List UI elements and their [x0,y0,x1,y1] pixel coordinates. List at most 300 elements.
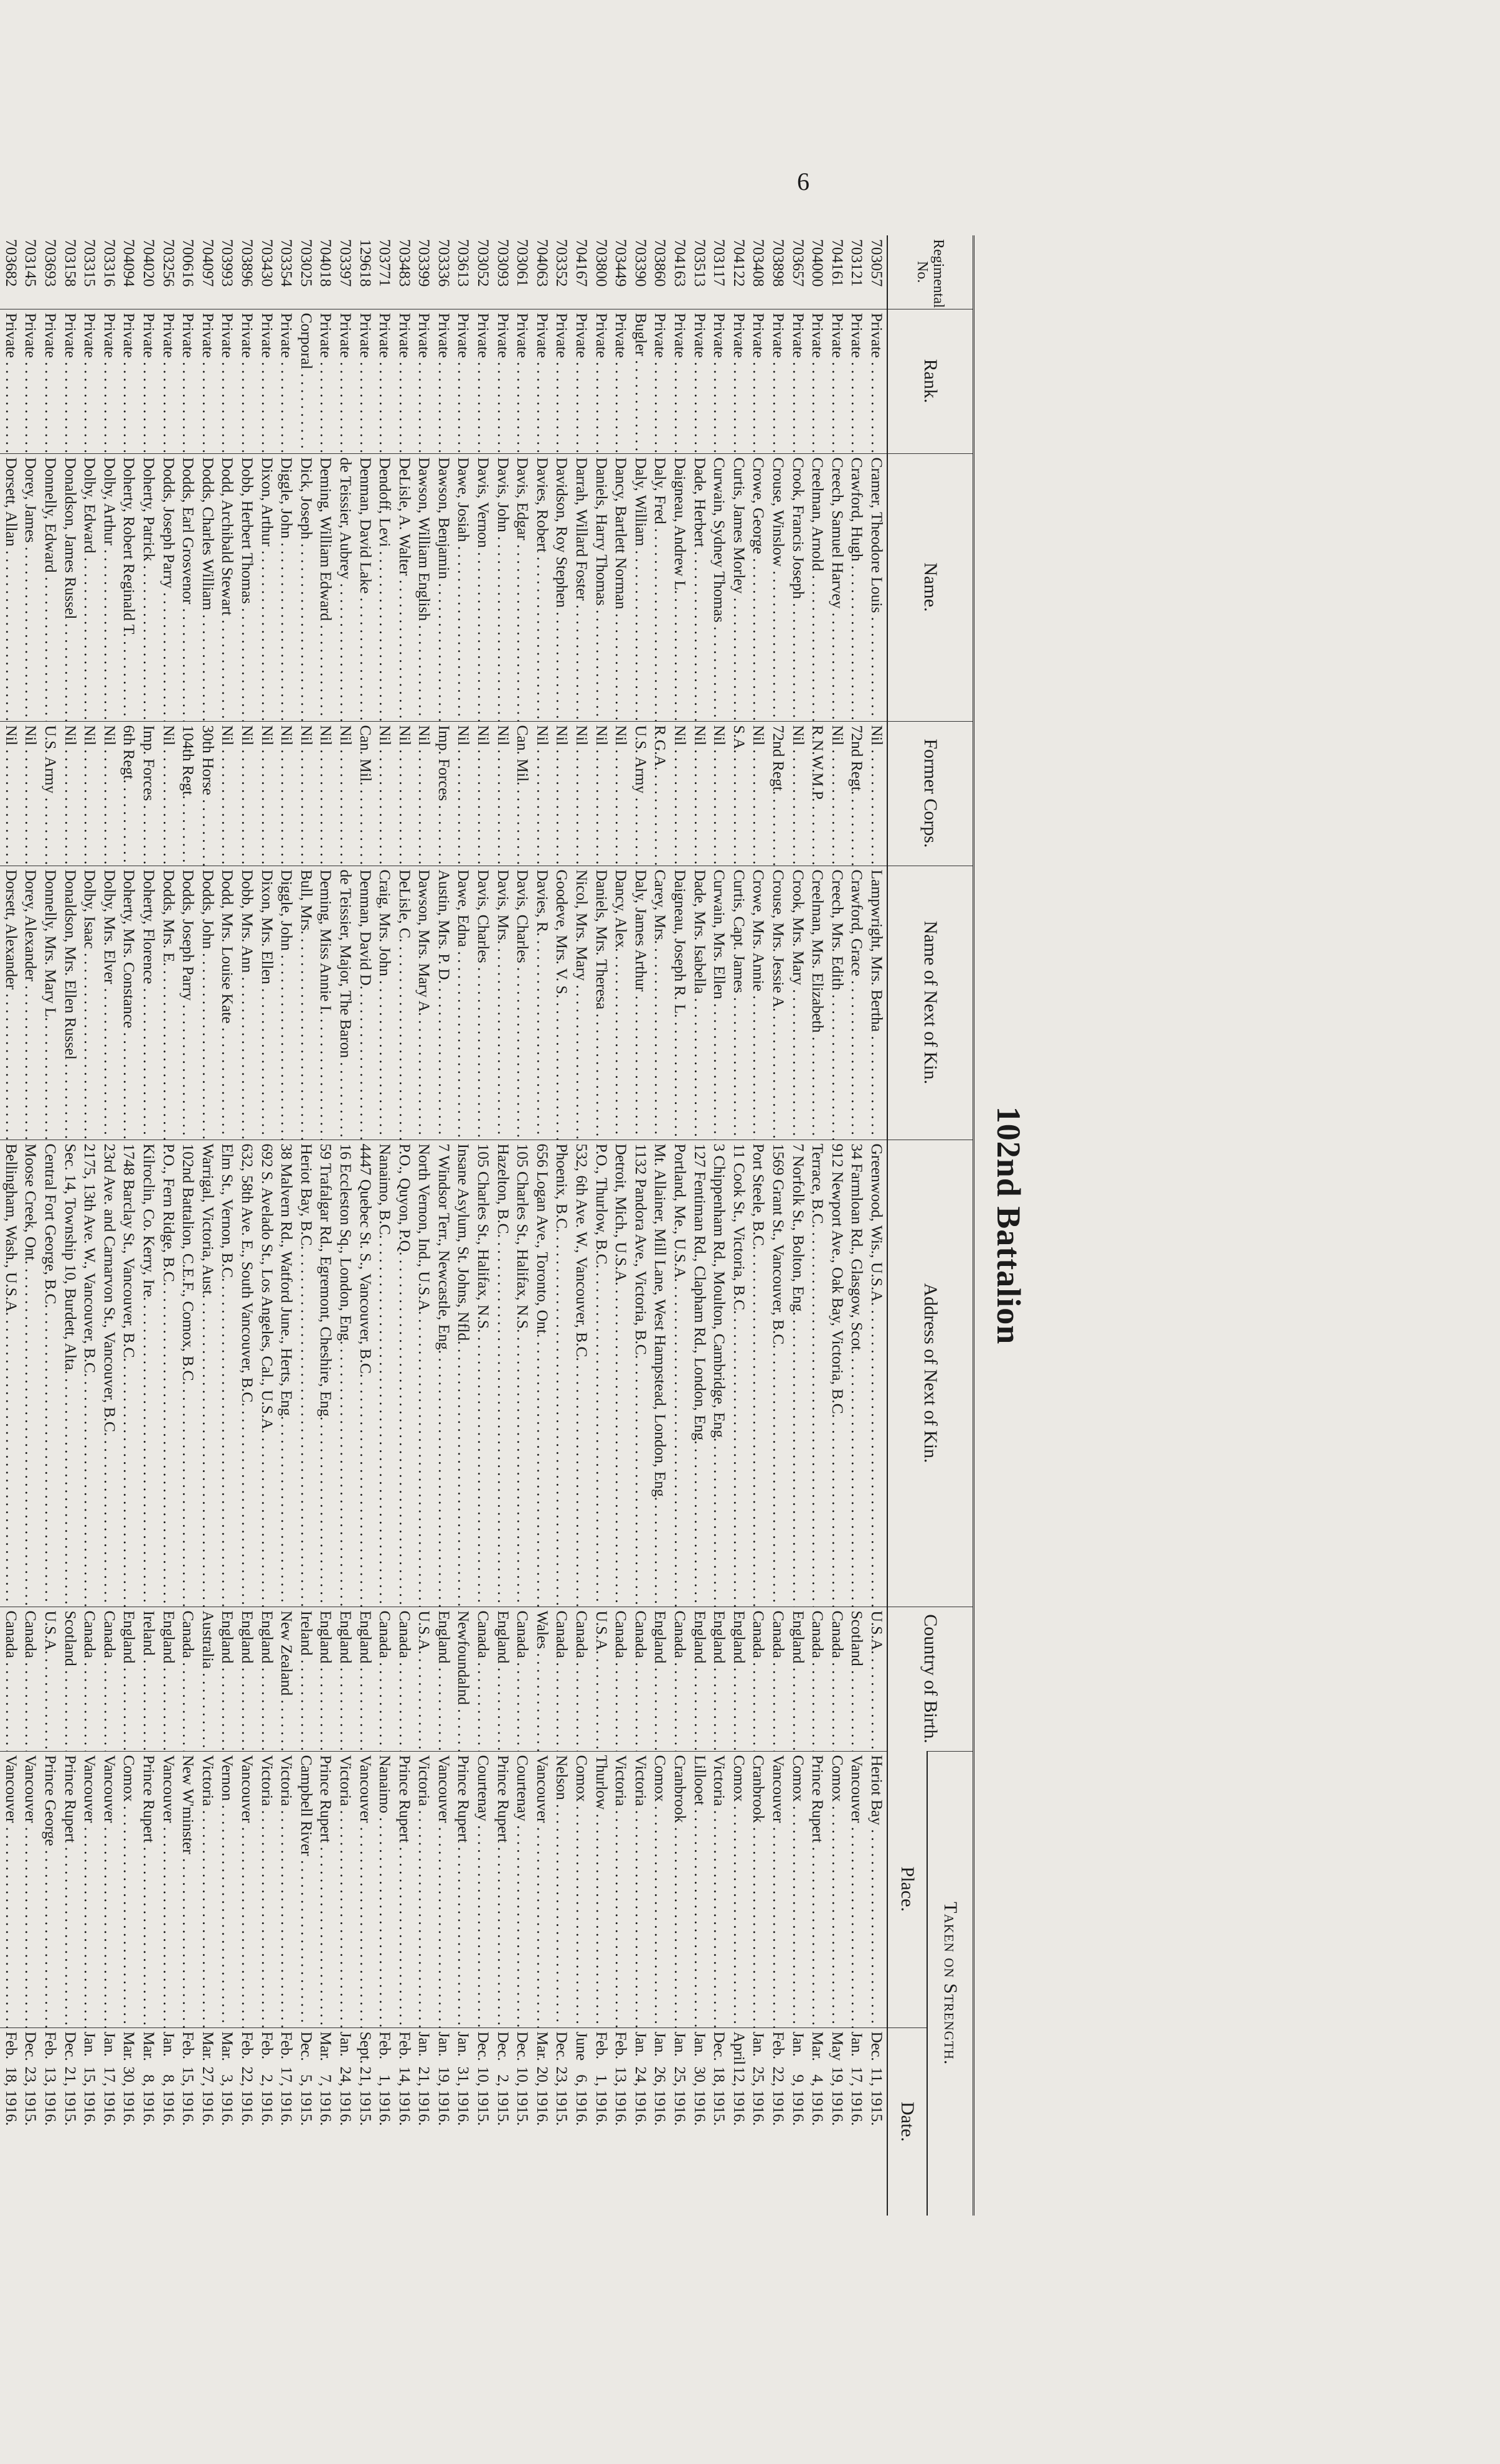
rank-cell: Private . . . [474,309,494,453]
rank-cell: Private . . . [218,309,238,453]
country-cell: Wales . . . [532,1607,552,1751]
regimental-no-cell: 703657 [789,239,808,287]
former-corps-cell: Nil . . . [21,721,41,866]
table-row [532,235,552,2216]
regimental-no-cell: 703771 [376,239,395,287]
rank-cell: Private . . . [198,309,218,453]
next-of-kin-cell: de Teissier, Major, The Baron . . . [336,866,356,1140]
place-cell: Comox . . . [120,1751,139,2027]
date-cell: Dec.18,1915. [710,2027,730,2216]
date-cell: Jan.24,1916. [631,2027,651,2216]
address-cell: Greenwood, Wis., U.S.A. . . . [867,1140,887,1607]
rank-cell: Corporal . . . [296,309,316,453]
place-cell: Comox . . . [572,1751,592,2027]
former-corps-cell: Nil . . . [375,721,395,866]
rank-cell: Private . . . [120,309,139,453]
header-rank: Rank. [887,309,974,453]
place-cell: Vancouver . . . [356,1751,375,2027]
date-cell: Jan.21,1916. [415,2027,435,2216]
former-corps-cell: Nil . . . [80,721,100,866]
next-of-kin-cell: Crawford, Grace . . . [847,866,867,1140]
country-cell: Canada . . . [828,1607,847,1751]
country-cell: Canada . . . [474,1607,494,1751]
table-row [415,235,435,2216]
former-corps-cell: Nil . . . [1,721,21,866]
header-taken-on-strength: Taken on Strength. [927,1751,974,2216]
address-cell: 34 Farmloan Rd., Glasgow, Scot. . . . [847,1140,867,1607]
date-cell: Feb.14,1916. [395,2027,415,2216]
former-corps-cell: S.A. . . . [729,721,749,866]
country-cell: Ireland . . . [139,1607,159,1751]
next-of-kin-cell: Curwain, Mrs. Ellen . . . [710,866,730,1140]
next-of-kin-cell: Dorsett, Alexander . . . [1,866,21,1140]
address-cell: Insane Asylum, St. Johns, Nfld. . . . [454,1140,474,1607]
country-cell: U.S.A. . . . [867,1607,887,1751]
date-cell: Jan.30,1916. [690,2027,710,2216]
place-cell: Prince Rupert . . . [316,1751,336,2027]
country-cell: England . . . [237,1607,257,1751]
place-cell: Cranbrook . . . [670,1751,690,2027]
date-cell: Mar.30,1916. [120,2027,139,2216]
date-cell: Jan.17,1916. [100,2027,120,2216]
table-row [120,235,139,2216]
next-of-kin-cell: Dodd, Mrs. Louise Kate . . . [218,866,238,1140]
place-cell: Vancouver . . . [159,1751,179,2027]
name-cell: Crook, Francis Joseph . . . [788,453,808,721]
address-cell: Central Fort George, B.C. . . . [40,1140,60,1607]
rank-cell: Private . . . [828,309,847,453]
name-cell: DeLisle, A. Walter . . . [395,453,415,721]
next-of-kin-cell: Craig, Mrs. John . . . [375,866,395,1140]
rank-cell: Private . . . [651,309,671,453]
address-cell: 1132 Pandora Ave., Victoria, B.C. . . . [631,1140,651,1607]
next-of-kin-cell: Diggle, John . . . [277,866,297,1140]
date-cell: Mar.20,1916. [532,2027,552,2216]
address-cell: 23rd Ave. and Carnarvon St., Vancouver, B.C. . . . [100,1140,120,1607]
address-cell: Elm St., Vernon, B.C. . . . [218,1140,238,1607]
next-of-kin-cell: Nicol, Mrs. Mary . . . [572,866,592,1140]
country-cell: England . . . [159,1607,179,1751]
former-corps-cell: Nil . . . [552,721,572,866]
rank-cell: Private . . . [80,309,100,453]
name-cell: Dodds, Joseph Parry . . . [159,453,179,721]
next-of-kin-cell: Crouse, Mrs. Jessie A. . . . [768,866,788,1140]
name-cell: Davis, Vernon . . . [474,453,494,721]
address-cell: Moose Creek, Ont. . . . [21,1140,41,1607]
table-row [454,235,474,2216]
address-cell: 3 Chippenham Rd., Moulton, Cambridge, Eng. . . . [710,1140,730,1607]
next-of-kin-cell: Dawson, Mrs. Mary A. . . . [415,866,435,1140]
date-cell: Mar.8,1916. [139,2027,159,2216]
name-cell: Deming, William Edward . . . [316,453,336,721]
table-row [356,235,375,2216]
date-cell: Sept.21,1915. [356,2027,375,2216]
date-cell: Mar.7,1916. [316,2027,336,2216]
next-of-kin-cell: Carey, Mrs. . . . [651,866,671,1140]
next-of-kin-cell: Daigneau, Joseph R. L. . . . [670,866,690,1140]
date-cell: Jan.8,1916. [159,2027,179,2216]
name-cell: Dodds, Earl Grosvenor . . . [179,453,199,721]
date-cell: Mar.4,1916. [808,2027,828,2216]
regimental-no-cell: 704063 [533,239,552,287]
date-cell: Dec.2,1915. [493,2027,513,2216]
address-cell: Heriot Bay, B.C. . . . [296,1140,316,1607]
regimental-no-cell: 700616 [179,239,198,287]
place-cell: Vancouver . . . [434,1751,454,2027]
page-title: 102nd Battalion [990,1106,1027,1345]
place-cell: Victoria . . . [336,1751,356,2027]
table-row [474,235,494,2216]
date-cell: Jan.17,1916. [847,2027,867,2216]
address-cell [0,1140,1,1607]
table-row [336,235,356,2216]
former-corps-cell: 6th Regt. . . . [120,721,139,866]
header-country: Country of Birth. [887,1607,974,1751]
next-of-kin-cell: Austin, Mrs. P. D. . . . [434,866,454,1140]
regimental-no-cell: 703354 [278,239,296,287]
date-cell: Feb.1,1916. [375,2027,395,2216]
former-corps-cell: Nil . . . [828,721,847,866]
country-cell: Ireland . . . [296,1607,316,1751]
place-cell: Victoria . . . [198,1751,218,2027]
former-corps-cell: Nil . . . [454,721,474,866]
rank-cell: Private . . . [434,309,454,453]
country-cell: Australia . . . [198,1607,218,1751]
name-cell: Davis, John . . . [493,453,513,721]
address-cell: 38 Malvern Rd., Watford June., Herts, Eng. . . . [277,1140,297,1607]
address-cell: North Vernon, Ind., U.S.A. . . . [415,1140,435,1607]
table-row [552,235,572,2216]
rank-cell: Private . . . [237,309,257,453]
table-row [768,235,788,2216]
regimental-no-cell: 703025 [297,239,316,287]
next-of-kin-cell: Davis, Mrs. . . . [493,866,513,1140]
header-former-corps: Former Corps. [887,721,974,866]
date-cell: Jan.19,1916. [434,2027,454,2216]
table-row [572,235,592,2216]
table-row [611,235,631,2216]
name-cell: Dade, Herbert . . . [690,453,710,721]
roster-table [0,235,974,2216]
country-cell: Canada . . . [611,1607,631,1751]
rank-cell: Private . . . [493,309,513,453]
place-cell: Prince Rupert . . . [493,1751,513,2027]
address-cell: 59 Trafalgar Rd., Egremont, Cheshire, Eng. . . . [316,1140,336,1607]
name-cell: Dolby, Arthur . . . [100,453,120,721]
next-of-kin-cell: Davis, Charles . . . [474,866,494,1140]
regimental-no-cell: 703316 [100,239,119,287]
date-cell: Dec.11,1915. [867,2027,887,2216]
table-row [690,235,710,2216]
address-cell: 7 Norfolk St., Bolton, Eng. . . . [788,1140,808,1607]
country-cell: Canada . . . [100,1607,120,1751]
date-cell: June6,1916. [572,2027,592,2216]
rank-cell: Private . . . [100,309,120,453]
regimental-no-cell: 703390 [631,239,650,287]
name-cell: Denman, David Lake . . . [356,453,375,721]
address-cell: 692 S. Avelado St., Los Angeles, Cal., U.S.A. . . . [257,1140,277,1607]
rank-cell: Private . . . [670,309,690,453]
rank-cell: Private . . . [316,309,336,453]
place-cell: Vancouver . . . [1,1751,21,2027]
former-corps-cell: Nil . . . [867,721,887,866]
address-cell: 4447 Quebec St. S., Vancouver, B.C. . . . [356,1140,375,1607]
regimental-no-cell: 703397 [336,239,355,287]
rank-cell: Private . . . [749,309,769,453]
table-row [198,235,218,2216]
former-corps-cell: Nil . . . [592,721,611,866]
place-cell: Lillooet . . . [690,1751,710,2027]
rank-cell: Private . . . [336,309,356,453]
regimental-no-cell: 703052 [474,239,493,287]
country-cell: Canada . . . [395,1607,415,1751]
former-corps-cell: Nil . . . [277,721,297,866]
next-of-kin-cell: Dodds, Joseph Parry . . . [179,866,199,1140]
next-of-kin-cell: Dixon, Mrs. Ellen . . . [257,866,277,1140]
name-cell: Darrah, Willard Foster . . . [572,453,592,721]
address-cell: Bellingham, Wash., U.S.A. . . . [1,1140,21,1607]
rank-cell: Private . . . [847,309,867,453]
country-cell: U.S.A. . . . [415,1607,435,1751]
country-cell: U.S.A. . . . [40,1607,60,1751]
former-corps-cell: U.S. Army . . . [631,721,651,866]
name-cell: Crouse, Winslow . . . [768,453,788,721]
next-of-kin-cell: Bull, Mrs. . . . [296,866,316,1140]
rank-cell: Private . . . [729,309,749,453]
date-cell: Dec.23,1915. [552,2027,572,2216]
place-cell: Prince Rupert . . . [60,1751,80,2027]
name-cell: Donaldson, James Russel . . . [60,453,80,721]
regimental-no-cell: 703408 [750,239,768,287]
former-corps-cell: Nil . . . [749,721,769,866]
name-cell: Donnelly, Edward . . . [40,453,60,721]
date-cell: Feb.22,1916. [237,2027,257,2216]
regimental-no-cell: 703513 [691,239,709,287]
former-corps-cell: Nil . . . [60,721,80,866]
regimental-no-cell: 129618 [356,239,375,287]
next-of-kin-cell: Deming, Miss Annie I. . . . [316,866,336,1140]
former-corps-cell: Imp. Forces . . . [434,721,454,866]
rank-cell: Private . . . [454,309,474,453]
name-cell: Davidson, Roy Stephen . . . [552,453,572,721]
next-of-kin-cell: Dodds, Mrs. E. . . . [159,866,179,1140]
rank-cell: Private . . . [1,309,21,453]
name-cell: Davis, Edgar . . . [513,453,533,721]
date-cell: Feb.13,1916. [40,2027,60,2216]
former-corps-cell: Can. Mil. . . . [513,721,533,866]
name-cell: Dorey, James . . . [21,453,41,721]
next-of-kin-cell: Dolby, Mrs. Elver . . . [100,866,120,1140]
address-cell: 16 Eccleston Sq., London, Eng. . . . [336,1140,356,1607]
table-row [808,235,828,2216]
next-of-kin-cell: Goodeve, Mrs. V. S. . . . [552,866,572,1140]
regimental-no-cell: 704163 [671,239,690,287]
country-cell: England . . . [257,1607,277,1751]
address-cell: 1748 Barclay St., Vancouver, B.C. . . . [120,1140,139,1607]
country-cell: Canada . . . [572,1607,592,1751]
country-cell: Scotland . . . [60,1607,80,1751]
rank-cell [0,309,1,453]
name-cell: Dawson, Benjamin . . . [434,453,454,721]
regimental-no-cell: 703256 [159,239,178,287]
address-cell: Nanaimo, B.C. . . . [375,1140,395,1607]
address-cell: Detroit, Mich., U.S.A. . . . [611,1140,631,1607]
name-cell: Curwain, Sydney Thomas . . . [710,453,730,721]
date-cell [0,2027,1,2216]
rank-cell: Private . . . [40,309,60,453]
date-cell: Jan.25,1916. [749,2027,769,2216]
country-cell: Canada . . . [80,1607,100,1751]
next-of-kin-cell [0,866,1,1140]
address-cell: Portland, Me., U.S.A. . . . [670,1140,690,1607]
rank-cell: Private . . . [139,309,159,453]
place-cell: Thurlow . . . [592,1751,611,2027]
date-cell: Mar.27,1916. [198,2027,218,2216]
rank-cell: Private . . . [867,309,887,453]
next-of-kin-cell: Donaldson, Mrs. Ellen Russel . . . [60,866,80,1140]
header-name: Name. [887,453,974,721]
address-cell: 102nd Battalion, C.E.F., Comox, B.C. . . . [179,1140,199,1607]
date-cell: April12,1916. [729,2027,749,2216]
next-of-kin-cell: Denman, David D. . . . [356,866,375,1140]
country-cell: England . . . [356,1607,375,1751]
date-cell: Feb.13,1916. [611,2027,631,2216]
former-corps-cell: R.G.A. . . . [651,721,671,866]
name-cell: Daigneau, Andrew L. . . . [670,453,690,721]
address-cell: 127 Fentiman Rd., Clapham Rd., London, Eng. . . . [690,1140,710,1607]
name-cell: Cramer, Theodore Louis . . . [867,453,887,721]
regimental-no-cell: 703898 [769,239,788,287]
former-corps-cell: Nil . . . [296,721,316,866]
address-cell: Warrigal, Victoria, Aust. . . . [198,1140,218,1607]
date-cell: May19,1916. [828,2027,847,2216]
country-cell: England . . . [336,1607,356,1751]
address-cell: P.O., Fern Ridge, B.C. . . . [159,1140,179,1607]
place-cell: Vancouver . . . [768,1751,788,2027]
header-regimental-no: Regimental No. [887,235,974,309]
address-cell: 7 Windsor Terr., Newcastle, Eng. . . . [434,1140,454,1607]
header-address: Address of Next of Kin. [887,1140,974,1607]
table-row [592,235,611,2216]
next-of-kin-cell: Davies, R. . . . [532,866,552,1140]
name-cell: Dawson, William English . . . [415,453,435,721]
date-cell: Feb.15,1916. [179,2027,199,2216]
country-cell: Canada . . . [808,1607,828,1751]
date-cell: Jan.31,1916. [454,2027,474,2216]
name-cell: Dawe, Josiah . . . [454,453,474,721]
date-cell: Feb.18,1916. [1,2027,21,2216]
place-cell: Prince Rupert . . . [139,1751,159,2027]
next-of-kin-cell: Curtis, Capt. James . . . [729,866,749,1140]
rank-cell: Private . . . [611,309,631,453]
table-row [749,235,769,2216]
table-row [631,235,651,2216]
place-cell: Comox . . . [651,1751,671,2027]
address-cell: 532, 6th Ave. W., Vancouver, B.C. . . . [572,1140,592,1607]
table-row [257,235,277,2216]
name-cell: Creech, Samuel Harvey . . . [828,453,847,721]
country-cell: Canada . . . [670,1607,690,1751]
table-row [375,235,395,2216]
rank-cell: Private . . . [277,309,297,453]
former-corps-cell: Nil . . . [316,721,336,866]
regimental-no-cell: 704097 [199,239,217,287]
country-cell: England . . . [493,1607,513,1751]
former-corps-cell: Nil . . . [415,721,435,866]
country-cell: England . . . [316,1607,336,1751]
place-cell: Victoria . . . [257,1751,277,2027]
name-cell: Doherty, Robert Reginald T. . . . [120,453,139,721]
date-cell: Mar.3,1916. [218,2027,238,2216]
next-of-kin-cell: Lampwright, Mrs. Bertha . . . [867,866,887,1140]
name-cell: Dodds, Charles William . . . [198,453,218,721]
place-cell: Comox . . . [729,1751,749,2027]
address-cell: Hazelton, B.C. . . . [493,1140,513,1607]
table-row [0,235,1,2216]
date-cell: Dec.21,1915. [60,2027,80,2216]
country-cell: England . . . [120,1607,139,1751]
place-cell: Vancouver . . . [237,1751,257,2027]
former-corps-cell: Nil . . . [670,721,690,866]
name-cell: Creelman, Arnold . . . [808,453,828,721]
country-cell [0,1607,1,1751]
place-cell: Prince Rupert . . . [454,1751,474,2027]
next-of-kin-cell: Davis, Charles . . . [513,866,533,1140]
next-of-kin-cell: Crowe, Mrs. Annie . . . [749,866,769,1140]
rank-cell: Private . . . [159,309,179,453]
rank-cell: Bugler . . . [631,309,651,453]
regimental-no-cell: 703399 [415,239,434,287]
place-cell: Prince Rupert . . . [808,1751,828,2027]
regimental-no-cell: 703117 [710,239,729,286]
name-cell: Dancy, Bartlett Norman . . . [611,453,631,721]
regimental-no-cell [0,235,1,309]
place-cell: Victoria . . . [415,1751,435,2027]
place-cell: Vancouver . . . [80,1751,100,2027]
rank-cell: Private . . . [60,309,80,453]
place-cell: Comox . . . [828,1751,847,2027]
former-corps-cell: Nil . . . [493,721,513,866]
country-cell: England . . . [218,1607,238,1751]
date-cell: Feb.1,1916. [592,2027,611,2216]
former-corps-cell: 72nd Regt. . . . [847,721,867,866]
rank-cell: Private . . . [592,309,611,453]
rank-cell: Private . . . [179,309,199,453]
next-of-kin-cell: Doherty, Florence . . . [139,866,159,1140]
next-of-kin-cell: Dawe, Edna . . . [454,866,474,1140]
table-row [40,235,60,2216]
table-row [395,235,415,2216]
name-cell: Daniels, Harry Thomas . . . [592,453,611,721]
place-cell: Courtenay . . . [513,1751,533,2027]
table-row [670,235,690,2216]
country-cell: U.S.A. . . . [592,1607,611,1751]
regimental-no-cell: 703613 [455,239,473,287]
table-row [316,235,336,2216]
regimental-no-cell: 704167 [573,239,592,287]
former-corps-cell: 72nd Regt. . . . [768,721,788,866]
former-corps-cell: Nil . . . [257,721,277,866]
place-cell: Victoria . . . [611,1751,631,2027]
former-corps-cell: Nil . . . [572,721,592,866]
former-corps-cell: Imp. Forces . . . [139,721,159,866]
table-row [710,235,730,2216]
battalion-roster [2,235,1027,2216]
rank-cell: Private . . . [395,309,415,453]
table-row [651,235,671,2216]
table-row [80,235,100,2216]
name-cell: de Teissier, Aubrey . . . [336,453,356,721]
